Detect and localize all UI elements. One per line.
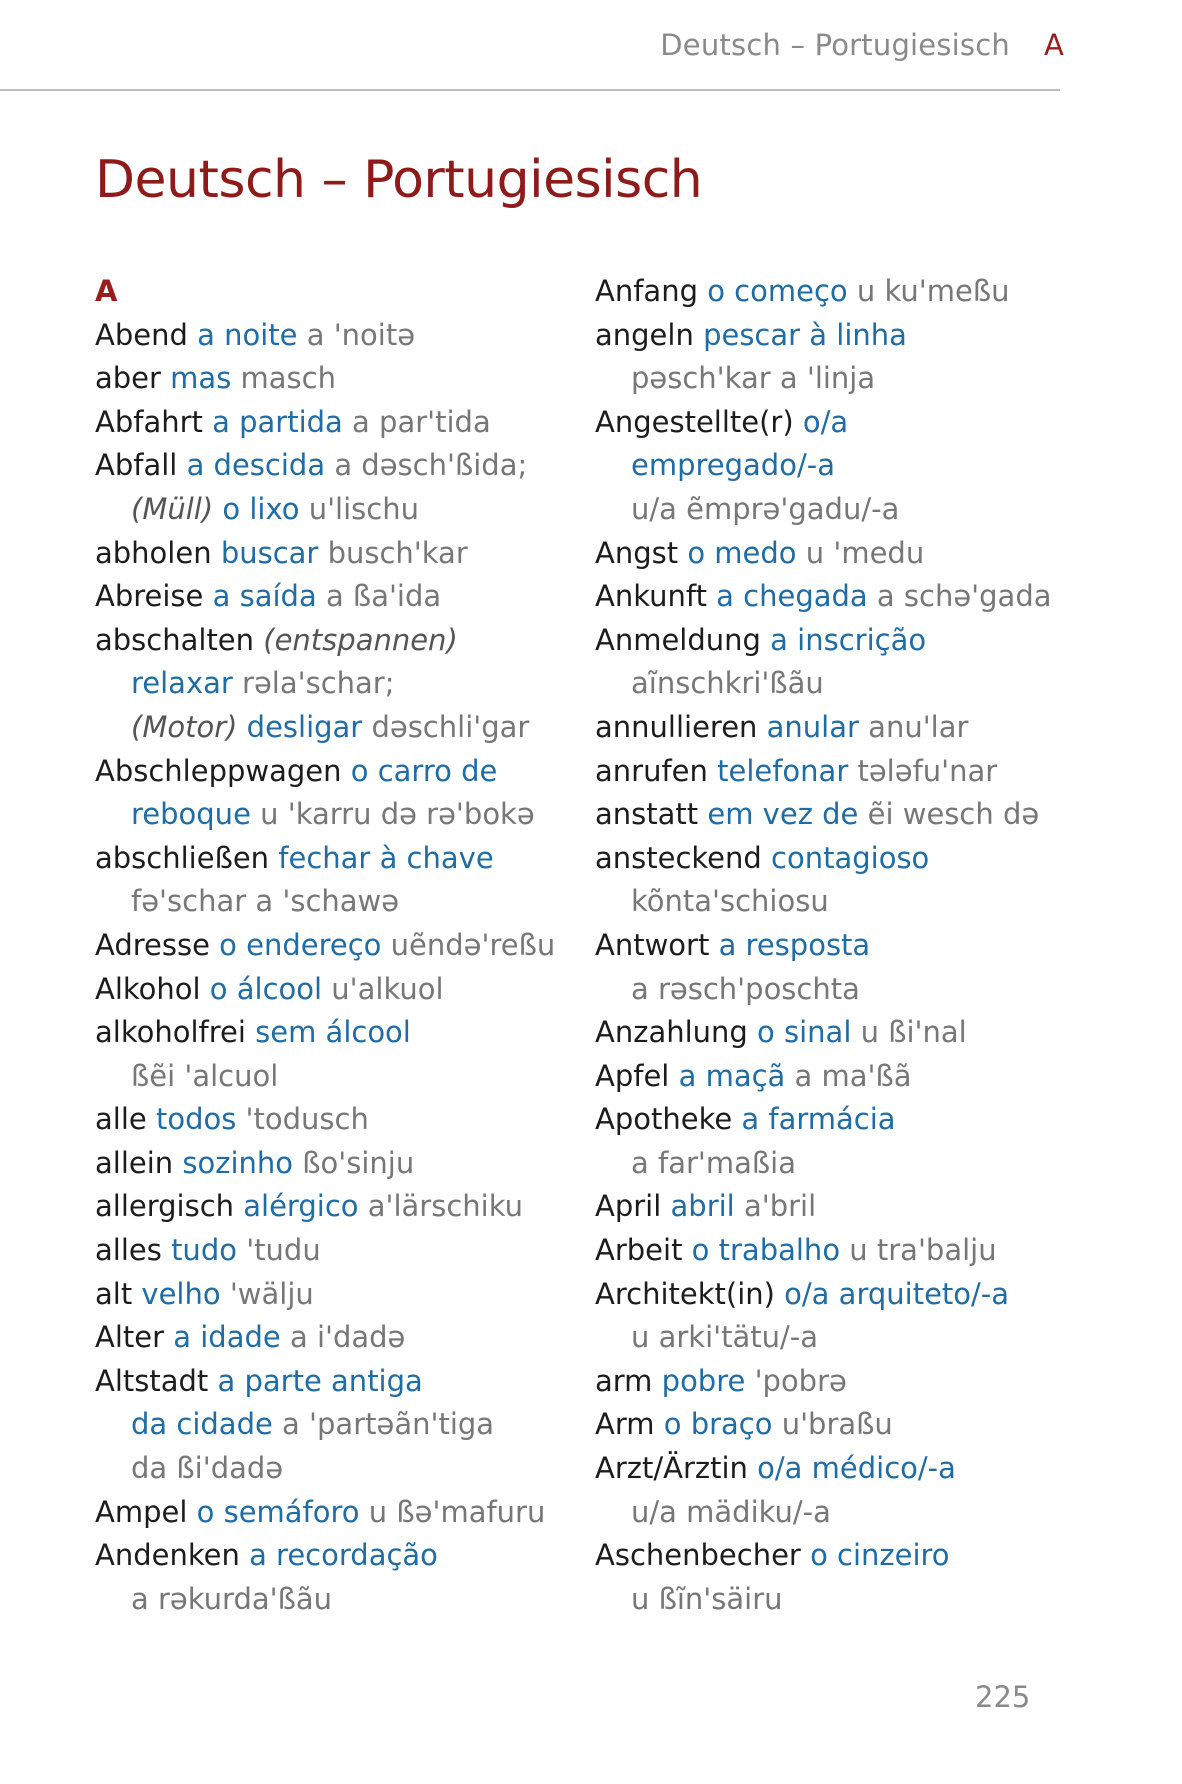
dictionary-line	[95, 880, 575, 924]
german-term: Alter	[95, 1320, 165, 1355]
dictionary-line	[95, 1142, 575, 1186]
dictionary-line	[595, 270, 1075, 314]
german-term: Angestellte(r)	[595, 404, 794, 439]
pronunciation: u/a ẽmprə'gadu/-a	[631, 491, 900, 526]
german-term: Apotheke	[595, 1102, 733, 1137]
german-term: alles	[95, 1233, 162, 1268]
pronunciation: a far'maßia	[631, 1145, 796, 1180]
dictionary-line	[595, 314, 1075, 358]
portuguese-translation: relaxar	[131, 666, 233, 701]
german-term: annullieren	[595, 709, 758, 744]
context-gloss: (Motor)	[131, 709, 238, 744]
dictionary-line	[595, 357, 1075, 401]
pronunciation: busch'kar	[327, 535, 468, 570]
pronunciation: masch	[240, 361, 336, 396]
german-term: alt	[95, 1276, 133, 1311]
pronunciation: 'pobrə	[754, 1363, 847, 1398]
portuguese-translation: alérgico	[243, 1189, 359, 1224]
portuguese-translation: fechar à chave	[278, 840, 494, 875]
german-term: Abreise	[95, 579, 204, 614]
dictionary-line	[595, 1185, 1075, 1229]
german-term: Adresse	[95, 927, 210, 962]
pronunciation: a 'partəãn'tiga	[282, 1407, 495, 1442]
portuguese-translation: a chegada	[716, 579, 868, 614]
section-letter: A	[1043, 28, 1064, 62]
dictionary-line	[95, 1098, 575, 1142]
dictionary-line	[595, 619, 1075, 663]
portuguese-translation: mas	[170, 361, 232, 396]
portuguese-translation: o/a	[802, 404, 849, 439]
dictionary-line	[595, 837, 1075, 881]
portuguese-translation: da cidade	[131, 1407, 273, 1442]
pronunciation: a'lärschiku	[367, 1189, 524, 1224]
portuguese-translation: empregado/-a	[631, 448, 835, 483]
pronunciation: u ßĩn'säiru	[631, 1581, 783, 1616]
portuguese-translation: o braço	[663, 1407, 773, 1442]
portuguese-translation: desligar	[246, 709, 363, 744]
pronunciation: u ßə'mafuru	[368, 1494, 546, 1529]
pronunciation: a schə'gada	[876, 579, 1052, 614]
pronunciation: fə'schar a 'schawə	[131, 884, 400, 919]
pronunciation: 'todusch	[245, 1102, 369, 1137]
german-term: Arbeit	[595, 1233, 683, 1268]
german-term: Andenken	[95, 1538, 240, 1573]
pronunciation: aĩnschkri'ßãu	[631, 666, 824, 701]
portuguese-translation: a idade	[173, 1320, 281, 1355]
dictionary-line	[95, 662, 575, 706]
dictionary-line	[95, 706, 575, 750]
pronunciation: rəla'schar;	[242, 666, 395, 701]
dictionary-line	[95, 968, 575, 1012]
german-term: angeln	[595, 317, 694, 352]
portuguese-translation: contagioso	[771, 840, 930, 875]
pronunciation: anu'lar	[868, 709, 969, 744]
portuguese-translation: o começo	[707, 274, 848, 308]
german-term: Alkohol	[95, 971, 201, 1006]
dictionary-line	[595, 575, 1075, 619]
portuguese-translation: pescar à linha	[703, 317, 907, 352]
portuguese-translation: a noite	[197, 317, 298, 352]
german-term: anstatt	[595, 797, 699, 832]
pronunciation: 'tudu	[246, 1233, 321, 1268]
german-term: Abschleppwagen	[95, 753, 342, 788]
portuguese-translation: o sinal	[757, 1015, 852, 1050]
pronunciation: a rəsch'poschta	[631, 971, 860, 1006]
german-term: aber	[95, 361, 161, 396]
dictionary-line	[95, 1491, 575, 1535]
dictionary-line	[595, 1098, 1075, 1142]
dictionary-line	[95, 488, 575, 532]
german-term: abholen	[95, 535, 212, 570]
portuguese-translation: o/a arquiteto/-a	[784, 1276, 1010, 1311]
portuguese-translation: o endereço	[219, 927, 382, 962]
dictionary-line	[595, 1316, 1075, 1360]
portuguese-translation: a partida	[212, 404, 343, 439]
dictionary-line	[595, 444, 1075, 488]
pronunciation: a rəkurda'ßãu	[131, 1581, 333, 1616]
portuguese-translation: o lixo	[222, 491, 300, 526]
portuguese-translation: a parte antiga	[217, 1363, 423, 1398]
portuguese-translation: o/a médico/-a	[757, 1451, 956, 1486]
german-term: Ampel	[95, 1494, 188, 1529]
dictionary-line	[595, 662, 1075, 706]
dictionary-line	[95, 1273, 575, 1317]
running-head	[660, 28, 1064, 62]
dictionary-line	[595, 488, 1075, 532]
german-term: arm	[595, 1363, 653, 1398]
portuguese-translation: o álcool	[209, 971, 323, 1006]
portuguese-translation: o cinzeiro	[810, 1538, 950, 1573]
german-term: Aschenbecher	[595, 1538, 801, 1573]
dictionary-line	[595, 401, 1075, 445]
german-term: Ankunft	[595, 579, 707, 614]
dictionary-line	[595, 1273, 1075, 1317]
context-gloss: (entspannen)	[263, 622, 458, 657]
page-title: Deutsch – Portugiesisch	[95, 150, 703, 210]
portuguese-translation: reboque	[131, 797, 251, 832]
pronunciation: a 'noitə	[306, 317, 416, 352]
portuguese-translation: a maçã	[678, 1058, 786, 1093]
german-term: Arm	[595, 1407, 655, 1442]
dictionary-line	[595, 1447, 1075, 1491]
pronunciation: u ku'meßu	[856, 274, 1010, 308]
german-term: Abfall	[95, 448, 178, 483]
dictionary-line	[95, 1055, 575, 1099]
pronunciation: uẽndə'reßu	[390, 927, 556, 962]
dictionary-line	[95, 619, 575, 663]
pronunciation: a dəsch'ßida;	[334, 448, 528, 483]
dictionary-line	[95, 793, 575, 837]
dictionary-line	[595, 1578, 1075, 1622]
dictionary-line	[595, 924, 1075, 968]
pronunciation: u ßi'nal	[860, 1015, 967, 1050]
dictionary-line	[95, 1534, 575, 1578]
portuguese-translation: telefonar	[717, 753, 849, 788]
german-term: Apfel	[595, 1058, 670, 1093]
dictionary-column-left	[95, 270, 575, 1621]
dictionary-line	[95, 1011, 575, 1055]
german-term: anrufen	[595, 753, 708, 788]
portuguese-translation: pobre	[661, 1363, 746, 1398]
dictionary-line	[595, 1534, 1075, 1578]
dictionary-line	[95, 1229, 575, 1273]
dictionary-line	[95, 532, 575, 576]
pronunciation: a ßa'ida	[325, 579, 442, 614]
pronunciation: kõnta'schiosu	[631, 884, 829, 919]
portuguese-translation: anular	[766, 709, 859, 744]
portuguese-translation: abril	[670, 1189, 735, 1224]
german-term: Anmeldung	[595, 622, 761, 657]
german-term: abschließen	[95, 840, 270, 875]
portuguese-translation: sem álcool	[255, 1015, 411, 1050]
portuguese-translation: a recordação	[249, 1538, 438, 1573]
pronunciation: ßo'sinju	[302, 1145, 415, 1180]
pronunciation: u 'karru də rə'bokə	[260, 797, 535, 832]
pronunciation: a ma'ßã	[794, 1058, 912, 1093]
dictionary-line	[595, 1491, 1075, 1535]
portuguese-translation: o carro de	[350, 753, 498, 788]
german-term: April	[595, 1189, 662, 1224]
pronunciation: ßẽi 'alcuol	[131, 1058, 279, 1093]
german-term: Altstadt	[95, 1363, 209, 1398]
dictionary-line	[595, 1142, 1075, 1186]
german-term: Anfang	[595, 274, 698, 308]
pronunciation: u tra'balju	[849, 1233, 997, 1268]
dictionary-line	[595, 532, 1075, 576]
portuguese-translation: todos	[155, 1102, 237, 1137]
german-term: alkoholfrei	[95, 1015, 246, 1050]
running-title: Deutsch – Portugiesisch	[660, 28, 1010, 62]
dictionary-line	[95, 837, 575, 881]
portuguese-translation: a resposta	[718, 927, 871, 962]
header-rule	[0, 89, 1060, 91]
portuguese-translation: a saída	[212, 579, 317, 614]
dictionary-line	[595, 750, 1075, 794]
pronunciation: pəsch'kar a 'linja	[631, 361, 876, 396]
portuguese-translation: em vez de	[707, 797, 859, 832]
context-gloss: (Müll)	[131, 491, 214, 526]
portuguese-translation: o medo	[687, 535, 797, 570]
dictionary-line	[95, 270, 575, 314]
german-term: allergisch	[95, 1189, 235, 1224]
pronunciation: a'bril	[743, 1189, 817, 1224]
dictionary-line	[95, 401, 575, 445]
dictionary-line	[95, 1316, 575, 1360]
portuguese-translation: tudo	[171, 1233, 237, 1268]
dictionary-line	[95, 1185, 575, 1229]
pronunciation: u 'medu	[805, 535, 925, 570]
dictionary-line	[95, 357, 575, 401]
dictionary-line	[595, 1403, 1075, 1447]
pronunciation: u'alkuol	[331, 971, 444, 1006]
german-term: Abfahrt	[95, 404, 203, 439]
pronunciation: u'lischu	[308, 491, 419, 526]
dictionary-column-right	[595, 270, 1075, 1621]
pronunciation: tələfu'nar	[857, 753, 998, 788]
pronunciation: ẽi wesch də	[867, 797, 1040, 832]
dictionary-line	[595, 968, 1075, 1012]
dictionary-line	[95, 444, 575, 488]
dictionary-line	[95, 1360, 575, 1404]
page-number: 225	[975, 1680, 1031, 1714]
portuguese-translation: velho	[141, 1276, 221, 1311]
pronunciation: da ßi'dadə	[131, 1451, 284, 1486]
german-term: ansteckend	[595, 840, 762, 875]
pronunciation: a par'tida	[352, 404, 491, 439]
dictionary-line	[595, 1360, 1075, 1404]
german-term: Abend	[95, 317, 188, 352]
dictionary-line	[95, 575, 575, 619]
german-term: Angst	[595, 535, 679, 570]
german-term: Anzahlung	[595, 1015, 748, 1050]
portuguese-translation: buscar	[220, 535, 319, 570]
german-term: Antwort	[595, 927, 710, 962]
portuguese-translation: sozinho	[182, 1145, 294, 1180]
portuguese-translation: o trabalho	[691, 1233, 841, 1268]
pronunciation: a i'dadə	[289, 1320, 406, 1355]
german-term: Arzt/Ärztin	[595, 1451, 748, 1486]
german-term: abschalten	[95, 622, 255, 657]
portuguese-translation: a farmácia	[741, 1102, 896, 1137]
pronunciation: u arki'tätu/-a	[631, 1320, 819, 1355]
dictionary-line	[595, 1229, 1075, 1273]
dictionary-line	[595, 1055, 1075, 1099]
pronunciation: dəschli'gar	[371, 709, 530, 744]
portuguese-translation: o semáforo	[196, 1494, 360, 1529]
dictionary-line	[95, 1403, 575, 1447]
dictionary-line	[95, 924, 575, 968]
portuguese-translation: a inscrição	[770, 622, 927, 657]
dictionary-line	[595, 706, 1075, 750]
letter-heading: A	[95, 274, 118, 308]
dictionary-line	[95, 750, 575, 794]
dictionary-line	[95, 1447, 575, 1491]
pronunciation: u'braßu	[781, 1407, 893, 1442]
dictionary-line	[95, 1578, 575, 1622]
german-term: Architekt(in)	[595, 1276, 775, 1311]
dictionary-line	[595, 1011, 1075, 1055]
dictionary-line	[595, 880, 1075, 924]
german-term: allein	[95, 1145, 174, 1180]
pronunciation: 'wälju	[229, 1276, 314, 1311]
pronunciation: u/a mädiku/-a	[631, 1494, 831, 1529]
dictionary-line	[95, 314, 575, 358]
dictionary-line	[595, 793, 1075, 837]
portuguese-translation: a descida	[186, 448, 326, 483]
german-term: alle	[95, 1102, 147, 1137]
